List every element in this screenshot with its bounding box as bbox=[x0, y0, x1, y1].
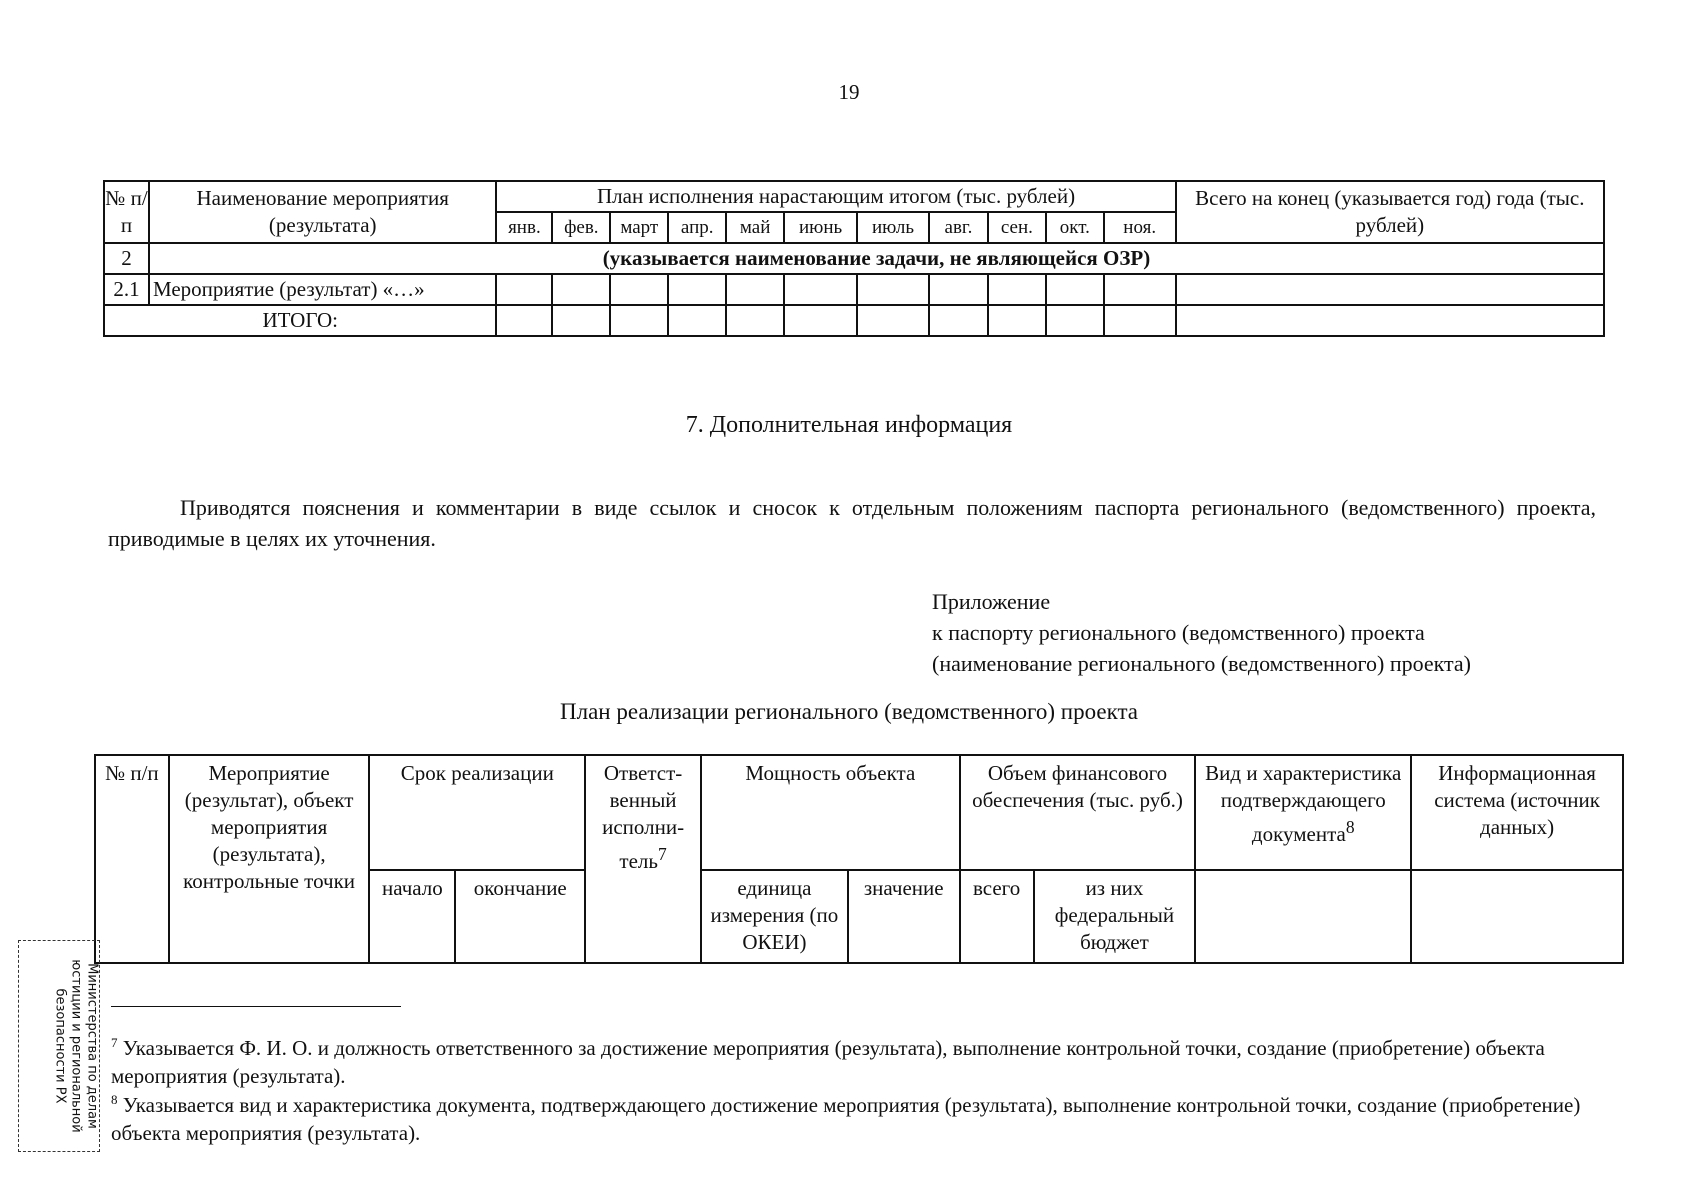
header-finance: Объем финансового обеспечения (тыс. руб.) bbox=[960, 755, 1196, 870]
cell bbox=[668, 274, 726, 305]
stamp-line: юстиции и региональной bbox=[68, 959, 84, 1133]
footnote-mark: 8 bbox=[111, 1092, 118, 1107]
section-title: 7. Дополнительная информация bbox=[685, 412, 1013, 438]
header-federal: из них федеральный бюджет bbox=[1034, 870, 1196, 963]
total-row bbox=[104, 305, 1604, 336]
appendix-block bbox=[932, 586, 1471, 679]
cell bbox=[726, 274, 784, 305]
cell bbox=[784, 305, 857, 336]
appendix-line: к паспорту регионального (ведомственного) проекта bbox=[932, 620, 1425, 645]
header-responsible-text: Ответст-венный исполни-тель bbox=[602, 761, 685, 873]
month-header: сен. bbox=[988, 212, 1046, 243]
header-event: Мероприятие (результат), объект мероприятия (результата), контрольные точки bbox=[169, 755, 370, 963]
page-number: 19 bbox=[838, 80, 860, 104]
task-row bbox=[104, 243, 1604, 274]
cell bbox=[988, 305, 1046, 336]
month-header: июнь bbox=[784, 212, 857, 243]
header-all: всего bbox=[960, 870, 1034, 963]
month-header: май bbox=[726, 212, 784, 243]
month-header: апр. bbox=[668, 212, 726, 243]
month-header: фев. bbox=[552, 212, 610, 243]
header-num: № п/п bbox=[104, 181, 149, 243]
month-header: авг. bbox=[929, 212, 988, 243]
cell bbox=[668, 305, 726, 336]
cell bbox=[1046, 305, 1104, 336]
cell bbox=[552, 305, 610, 336]
stamp-line: безопасности РХ bbox=[52, 988, 68, 1104]
implementation-plan-table bbox=[94, 754, 1624, 964]
budget-plan-table bbox=[103, 180, 1605, 337]
section-body: Приводятся пояснения и комментарии в виде ссылок и сносок к отдельным положениям паспорта регионального (ведомственного) проекта, приводимые в целях их уточнения. bbox=[108, 495, 1596, 551]
footnote-7 bbox=[111, 1029, 1591, 1090]
stamp-text bbox=[20, 944, 100, 1149]
footnote-mark: 7 bbox=[111, 1035, 118, 1050]
header-plan: План исполнения нарастающим итогом (тыс. рублей) bbox=[496, 181, 1175, 212]
task-num: 2 bbox=[104, 243, 149, 274]
month-header: июль bbox=[857, 212, 929, 243]
footnote-text: Указывается вид и характеристика документа, подтверждающего достижение мероприятия (результата), выполнение контрольной точки, создание (приобретение) объекта мероприятия (результата). bbox=[111, 1093, 1581, 1145]
cell bbox=[1104, 305, 1176, 336]
month-header: март bbox=[610, 212, 668, 243]
table-row bbox=[104, 274, 1604, 305]
cell bbox=[857, 274, 929, 305]
cell bbox=[1195, 870, 1411, 963]
cell bbox=[929, 305, 988, 336]
footnote-text: Указывается Ф. И. О. и должность ответственного за достижение мероприятия (результата), выполнение контрольной точки, создание (приобретение) объекта мероприятия (результата). bbox=[111, 1036, 1545, 1088]
header-term: Срок реализации bbox=[369, 755, 585, 870]
ministry-stamp bbox=[18, 940, 100, 1152]
header-end: окончание bbox=[455, 870, 585, 963]
header-power: Мощность объекта bbox=[701, 755, 960, 870]
cell bbox=[496, 274, 552, 305]
cell bbox=[610, 274, 668, 305]
header-start: начало bbox=[369, 870, 455, 963]
appendix-line: Приложение bbox=[932, 589, 1051, 614]
header-responsible bbox=[585, 755, 701, 963]
cell bbox=[1176, 305, 1604, 336]
month-header: окт. bbox=[1046, 212, 1104, 243]
footnote-8 bbox=[111, 1086, 1591, 1147]
header-name: Наименование мероприятия (результата) bbox=[149, 181, 496, 243]
row-num: 2.1 bbox=[104, 274, 149, 305]
month-header: ноя. bbox=[1104, 212, 1176, 243]
header-document-text: Вид и характеристика подтверждающего документа bbox=[1205, 761, 1402, 846]
cell bbox=[496, 305, 552, 336]
month-header: янв. bbox=[496, 212, 552, 243]
appendix-line: (наименование регионального (ведомственного) проекта) bbox=[932, 651, 1472, 676]
row-name: Мероприятие (результат) «…» bbox=[149, 274, 496, 305]
cell bbox=[610, 305, 668, 336]
cell bbox=[857, 305, 929, 336]
header-total: Всего на конец (указывается год) года (тыс. рублей) bbox=[1176, 181, 1604, 243]
footnote-ref-8: 8 bbox=[1345, 817, 1355, 837]
header-num: № п/п bbox=[95, 755, 169, 963]
stamp-line: Министерства по делам bbox=[84, 963, 100, 1129]
task-text: (указывается наименование задачи, не являющейся ОЗР) bbox=[149, 243, 1604, 274]
cell bbox=[726, 305, 784, 336]
cell bbox=[1411, 870, 1623, 963]
cell bbox=[1176, 274, 1604, 305]
cell bbox=[552, 274, 610, 305]
header-info-system: Информационная система (источник данных) bbox=[1411, 755, 1623, 870]
footnote-ref-7: 7 bbox=[657, 844, 667, 864]
footnote-divider bbox=[111, 1006, 401, 1007]
header-unit: единица измерения (по ОКЕИ) bbox=[701, 870, 848, 963]
total-label: ИТОГО: bbox=[104, 305, 496, 336]
cell bbox=[929, 274, 988, 305]
cell bbox=[1104, 274, 1176, 305]
header-value: значение bbox=[848, 870, 960, 963]
cell bbox=[1046, 274, 1104, 305]
header-document bbox=[1195, 755, 1411, 870]
plan-title: План реализации регионального (ведомственного) проекта bbox=[560, 699, 1138, 724]
cell bbox=[988, 274, 1046, 305]
cell bbox=[784, 274, 857, 305]
